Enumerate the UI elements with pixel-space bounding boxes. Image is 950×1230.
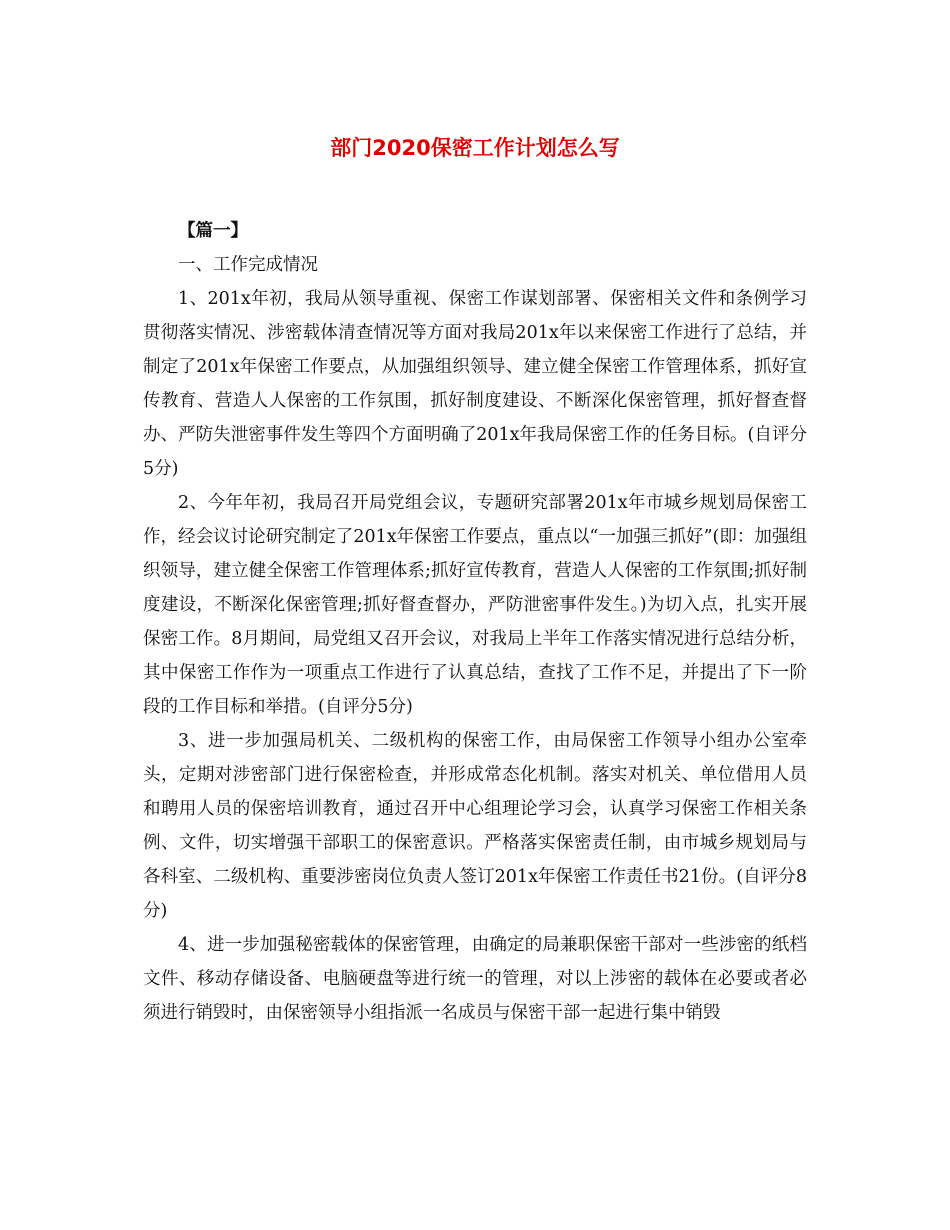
document-title: 部门2020保密工作计划怎么写 [330,136,620,160]
paragraph-4: 4、进一步加强秘密载体的保密管理，由确定的局兼职保密干部对一些涉密的纸档文件、移动存储设备、电脑硬盘等进行统一的管理，对以上涉密的载体在必要或者必须进行销毁时，由保密领导小组指派一名成员与保密干部一起进行集中销毁 [143,935,807,1023]
heading-work-status: 一、工作完成情况 [178,255,318,275]
document-body [143,214,807,1030]
paragraph-2: 2、今年年初，我局召开局党组会议，专题研究部署201x年市城乡规划局保密工作，经会议讨论研究制定了201x年保密工作要点，重点以“一加强三抓好”(即：加强组织领导，建立健全保密工作管理体系;抓好宣传教育，营造人人保密的工作氛围;抓好制度建设，不断深化保密管理;抓好督查督办，严防泄密事件发生。)为切入点，扎实开展保密工作。8月期间，局党组又召开会议，对我局上半年工作落实情况进行总结分析，其中保密工作作为一项重点工作进行了认真总结，查找了工作不足，并提出了下一阶段的工作目标和举措。(自评分5分) [143,493,807,717]
section-label: 【篇一】 [178,221,248,241]
paragraph-3: 3、进一步加强局机关、二级机构的保密工作，由局保密工作领导小组办公室牵头，定期对涉密部门进行保密检查，并形成常态化机制。落实对机关、单位借用人员和聘用人员的保密培训教育，通过召开中心组理论学习会，认真学习保密工作相关条例、文件，切实增强干部职工的保密意识。严格落实保密责任制，由市城乡规划局与各科室、二级机构、重要涉密岗位负责人签订201x年保密工作责任书21份。(自评分8分) [143,731,807,921]
paragraph-1: 1、201x年初，我局从领导重视、保密工作谋划部署、保密相关文件和条例学习贯彻落实情况、涉密载体清查情况等方面对我局201x年以来保密工作进行了总结，并制定了201x年保密工作要点，从加强组织领导、建立健全保密工作管理体系，抓好宣传教育、营造人人保密的工作氛围，抓好制度建设、不断深化保密管理，抓好督查督办、严防失泄密事件发生等四个方面明确了201x年我局保密工作的任务目标。(自评分5分) [143,289,807,479]
